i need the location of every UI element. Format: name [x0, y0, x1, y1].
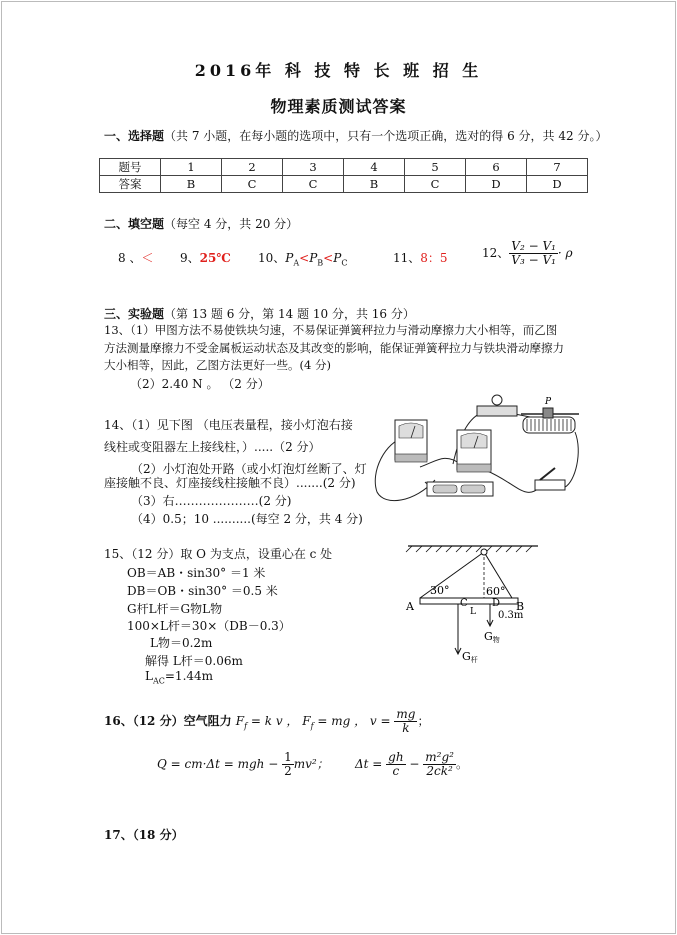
g-object-symbol: G [484, 630, 493, 643]
q9-label: 9、 [180, 251, 200, 265]
q12 [482, 240, 573, 267]
table-cell: B [344, 176, 405, 193]
q8-answer: ＜ [141, 251, 154, 265]
section2-note: （每空 4 分，共 20 分） [164, 217, 299, 231]
table-cell: C [222, 176, 283, 193]
ammeter-terminals [457, 464, 491, 472]
q14-line1: 14、（1）见下图 （电压表量程，接小灯泡右接 [104, 418, 353, 432]
q16-gh-c [386, 751, 405, 778]
table-cell: D [527, 176, 588, 193]
q16-equation1 [157, 751, 329, 778]
battery-cell-icon [461, 485, 485, 493]
table-cell: D [466, 176, 527, 193]
q14-line3: （2）小灯泡处开路（或小灯泡灯丝断了、灯 [131, 462, 367, 476]
pivot-o [481, 549, 487, 555]
q8 [118, 249, 153, 266]
q16-c: c [392, 764, 400, 778]
page-subtitle: 物理素质测试答案 [270, 97, 407, 116]
q16-eq1-right: mv²； [293, 757, 329, 771]
q16-f1-sub: f [244, 721, 248, 731]
q13-line4: （2）2.40 N 。 （2 分） [130, 377, 270, 391]
q16-gh: gh [388, 750, 404, 764]
table-row-numbers [100, 159, 588, 176]
q15-line2: OB＝AB・sin30° ＝1 米 [127, 566, 266, 580]
q12-numerator: V₂ − V₁ [511, 239, 556, 253]
q16-half [282, 751, 294, 778]
g-object-label [484, 630, 500, 644]
q11-answer: 8：5 [420, 251, 448, 265]
table-cell: C [405, 176, 466, 193]
q14-line2: 线柱或变阻器左上接线柱，）.....（2 分） [104, 440, 321, 454]
table-cell: 2 [222, 159, 283, 176]
q16-v-num: mg [396, 707, 416, 721]
angle-60-label: 60° [486, 585, 506, 598]
bulb-base [477, 406, 517, 416]
q15-line8 [145, 669, 213, 685]
table-cell: 6 [466, 159, 527, 176]
q16-m2g2-frac [423, 751, 456, 778]
table-cell: C [283, 176, 344, 193]
voltmeter-dial-icon [399, 423, 423, 438]
q10 [258, 249, 347, 267]
q16-m2g2: m²g² [425, 750, 454, 764]
section3-note: （第 13 题 6 分，第 14 题 10 分，共 16 分） [164, 307, 415, 321]
bulb-icon [492, 395, 502, 405]
ceiling-hatch [406, 546, 532, 552]
page-title: 2016年 科 技 特 长 班 招 生 [194, 61, 483, 80]
q16-v-fraction [394, 708, 417, 735]
table-cell: 7 [527, 159, 588, 176]
q12-rho: · ρ [557, 246, 573, 260]
switch-lever-icon [540, 468, 555, 480]
q11 [393, 249, 448, 266]
q15-line4: G杆L杆＝G物L物 [127, 602, 223, 616]
q14-line6: （4）0.5；10 ..........(每空 2 分，共 4 分) [131, 512, 363, 526]
angle-30-label: 30° [430, 584, 450, 597]
wire [565, 432, 578, 487]
slider-label: P [545, 397, 552, 407]
q16-label: 16、（12 分）空气阻力 [104, 714, 236, 728]
battery-cell-icon [433, 485, 457, 493]
section1-heading: 一、选择题 [104, 129, 165, 143]
q11-label: 11、 [393, 251, 421, 265]
q13-line3: 大小相等，因此，乙图方法更好一些。(4 分) [104, 358, 331, 372]
q12-fraction [509, 240, 558, 267]
q16-f1: F [235, 714, 245, 728]
table-cell: 5 [405, 159, 466, 176]
q10-pb: P [309, 251, 318, 265]
q10-sc: C [341, 258, 348, 268]
q16-equation2 [355, 751, 468, 778]
q12-label: 12、 [482, 246, 510, 260]
q15-l8-value: =1.44m [164, 669, 214, 683]
table-cell: 1 [161, 159, 222, 176]
q16-f2: F [302, 714, 311, 728]
q9 [180, 249, 231, 266]
q8-label: 8 、 [118, 251, 142, 265]
table-row-answers [100, 176, 588, 193]
point-b-label: B [516, 600, 525, 613]
q16-eq1-left: Q = cm·Δt = mgh − [157, 757, 283, 771]
table-cell: B [161, 176, 222, 193]
q16-kv: = k v ， [247, 714, 303, 728]
table-cell: 3 [283, 159, 344, 176]
q15-l8-sub: AC [152, 676, 165, 686]
q15-l8-symbol: L [145, 669, 153, 683]
row-label-number: 题号 [100, 159, 161, 176]
point-a-label: A [406, 600, 414, 613]
q13-line1: 13、（1）甲图方法不易使铁块匀速，不易保证弹簧秤拉力与滑动摩擦力大小相等，而乙图 [104, 323, 558, 337]
row-label-answer: 答案 [100, 176, 161, 193]
q10-sa: A [293, 258, 300, 268]
q16-mg: = mg ， v = [313, 714, 395, 728]
q16-semicolon: ； [417, 714, 430, 728]
q16-eq2-left: Δt = [355, 757, 387, 771]
rheostat-slider [543, 408, 553, 418]
g-rod-symbol: G [462, 650, 471, 663]
q16-v-den: k [402, 721, 410, 735]
distance-label: 0.3m [498, 610, 524, 621]
q16-half-den: 2 [284, 764, 292, 778]
answer-table [99, 158, 588, 193]
section2-heading: 二、填空题 [104, 217, 165, 231]
q16-minus: − [405, 757, 424, 771]
q15-line1: 15、（12 分）取 O 为支点，设重心在 c 处 [104, 547, 333, 561]
voltmeter-terminals [395, 454, 427, 462]
g-rod-sub: 杆 [470, 656, 478, 664]
lever-diagram [400, 538, 540, 666]
switch-base [535, 480, 565, 490]
ammeter-dial-icon [461, 433, 487, 448]
section3-heading: 三、实验题 [104, 307, 165, 321]
g-object-sub: 物 [492, 636, 500, 644]
rod [420, 598, 518, 604]
section3-header [104, 305, 415, 322]
q12-denominator: V₃ − V₁ [511, 253, 556, 267]
q10-lt1: < [299, 251, 310, 265]
q16-period: 。 [455, 757, 468, 771]
section1-header [104, 127, 607, 144]
point-c-label: C [460, 598, 468, 609]
q10-pa: P [285, 251, 294, 265]
q10-lt2: < [323, 251, 334, 265]
q16-half-num: 1 [284, 750, 292, 764]
q16-line1 [104, 708, 429, 735]
q16-f2-sub: f [310, 721, 314, 731]
q14-line5: （3）右…………………(2 分) [131, 494, 292, 508]
q10-sb: B [317, 258, 324, 268]
section1-note: （共 7 小题，在每小题的选项中，只有一个选项正确，选对的得 6 分，共 42 分。） [164, 129, 608, 143]
q15-line5: 100×L杆＝30×（DB－0.3） [127, 619, 291, 633]
q15-line6: L物＝0.2m [150, 636, 213, 650]
q10-pc: P [333, 251, 342, 265]
q9-answer: 25℃ [199, 251, 231, 265]
q15-line7: 解得 L杆＝0.06m [145, 654, 243, 668]
q14-line4: 座接触不良、灯座接线柱接触不良）.......(2 分) [104, 476, 356, 490]
g-rod-label [462, 650, 478, 664]
q17-label: 17、（18 分） [104, 828, 184, 842]
l-label: L [470, 607, 476, 617]
q10-label: 10、 [258, 251, 286, 265]
table-cell: 4 [344, 159, 405, 176]
section2-header [104, 215, 298, 232]
q16-2ck2: 2ck² [426, 764, 453, 778]
circuit-diagram [365, 392, 590, 522]
q15-line3: DB＝OB・sin30° ＝0.5 米 [127, 584, 278, 598]
q13-line2: 方法测量摩擦力不受金属板运动状态及其改变的影响，能保证弹簧秤拉力与铁块滑动摩擦力 [104, 341, 564, 355]
point-d-label: D [492, 598, 501, 609]
